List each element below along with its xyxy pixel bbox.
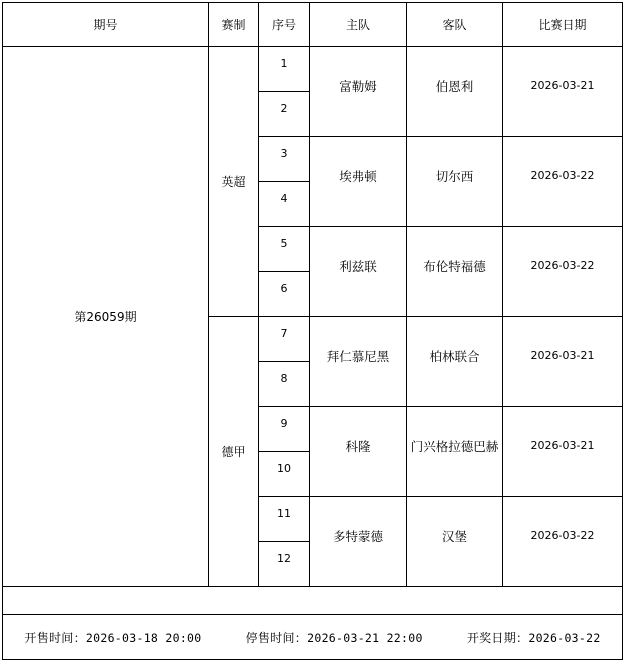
table-row xyxy=(3,47,623,92)
seq-cell: 8 xyxy=(259,362,310,407)
away-team-cell: 柏林联合 xyxy=(407,317,503,407)
draw-date xyxy=(467,629,601,646)
header-seq: 序号 xyxy=(259,3,310,47)
away-team-cell: 汉堡 xyxy=(407,497,503,587)
sale-start-label: 开售时间： xyxy=(24,630,86,645)
spacer-cell xyxy=(3,587,623,615)
league-cell-epl: 英超 xyxy=(209,47,259,317)
home-team-cell: 富勒姆 xyxy=(310,47,407,137)
sale-stop-label: 停售时间： xyxy=(245,630,308,645)
seq-cell: 4 xyxy=(259,182,310,227)
sale-stop xyxy=(246,629,423,646)
match-date-cell: 2026-03-22 xyxy=(503,227,623,317)
away-team-cell: 布伦特福德 xyxy=(407,227,503,317)
home-team-cell: 科隆 xyxy=(310,407,407,497)
match-date-cell: 2026-03-21 xyxy=(503,47,623,137)
schedule-table xyxy=(2,2,623,660)
seq-cell: 7 xyxy=(259,317,310,362)
header-period: 期号 xyxy=(3,3,209,47)
footer-cell xyxy=(3,615,623,660)
seq-cell: 3 xyxy=(259,137,310,182)
away-team-cell: 门兴格拉德巴赫 xyxy=(407,407,503,497)
header-date: 比赛日期 xyxy=(503,3,623,47)
seq-cell: 9 xyxy=(259,407,310,452)
header-row xyxy=(3,3,623,47)
seq-cell: 11 xyxy=(259,497,310,542)
home-team-cell: 拜仁慕尼黑 xyxy=(310,317,407,407)
footer-row xyxy=(3,615,623,660)
match-date-cell: 2026-03-22 xyxy=(503,137,623,227)
seq-cell: 6 xyxy=(259,272,310,317)
match-date-cell: 2026-03-22 xyxy=(503,497,623,587)
home-team-cell: 利兹联 xyxy=(310,227,407,317)
seq-cell: 1 xyxy=(259,47,310,92)
header-league: 赛制 xyxy=(209,3,259,47)
draw-date-label: 开奖日期： xyxy=(466,630,529,645)
away-team-cell: 伯恩利 xyxy=(407,47,503,137)
header-home: 主队 xyxy=(310,3,407,47)
sale-start-value: 2026-03-18 20:00 xyxy=(85,630,202,645)
home-team-cell: 埃弗顿 xyxy=(310,137,407,227)
seq-cell: 5 xyxy=(259,227,310,272)
away-team-cell: 切尔西 xyxy=(407,137,503,227)
spacer-row xyxy=(3,587,623,615)
league-cell-bundesliga: 德甲 xyxy=(209,317,259,587)
match-date-cell: 2026-03-21 xyxy=(503,317,623,407)
home-team-cell: 多特蒙德 xyxy=(310,497,407,587)
draw-date-value: 2026-03-22 xyxy=(528,630,601,645)
sale-stop-value: 2026-03-21 22:00 xyxy=(307,630,423,645)
seq-cell: 12 xyxy=(259,542,310,587)
sale-start xyxy=(24,629,201,646)
seq-cell: 10 xyxy=(259,452,310,497)
seq-cell: 2 xyxy=(259,92,310,137)
match-date-cell: 2026-03-21 xyxy=(503,407,623,497)
header-away: 客队 xyxy=(407,3,503,47)
period-cell: 第26059期 xyxy=(3,47,209,587)
